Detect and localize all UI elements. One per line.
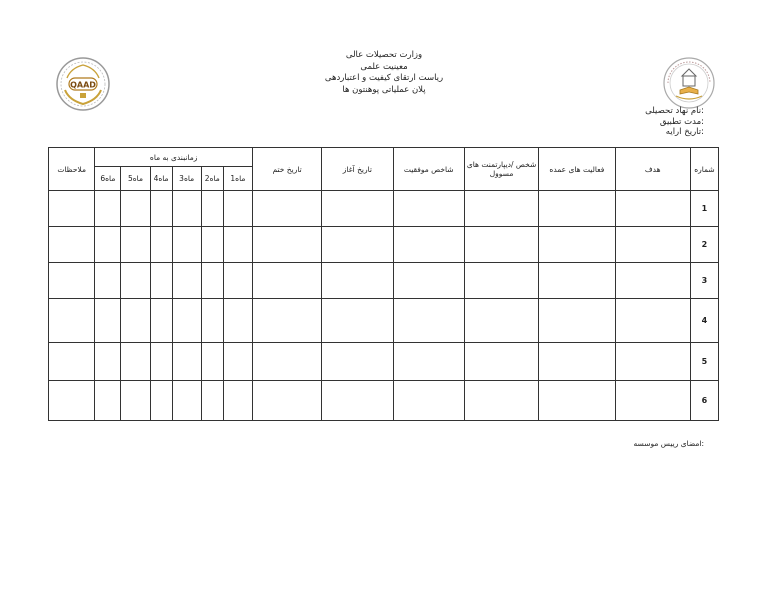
- month-cell: [201, 343, 223, 381]
- month-cell: [95, 263, 121, 299]
- indicator-cell: [393, 343, 464, 381]
- col-month-3: ماه3: [172, 167, 201, 191]
- month-cell: [95, 343, 121, 381]
- goal-cell: [615, 191, 690, 227]
- end-date-cell: [252, 263, 321, 299]
- month-cell: [150, 227, 172, 263]
- end-date-cell: [252, 227, 321, 263]
- row-number: 6: [690, 381, 718, 421]
- goal-cell: [615, 343, 690, 381]
- implementation-period-label: :مدت تطبیق: [659, 116, 704, 127]
- ministry-title: وزارت تحصیلات عالی: [345, 50, 423, 60]
- col-number: شماره: [690, 148, 718, 191]
- table-row: [49, 263, 719, 299]
- month-cell: [121, 191, 150, 227]
- notes-cell: [49, 343, 95, 381]
- col-month-5: ماه5: [121, 167, 150, 191]
- month-cell: [172, 343, 201, 381]
- month-cell: [223, 381, 252, 421]
- goal-cell: [615, 227, 690, 263]
- table-row: [49, 299, 719, 343]
- director-signature-label: :امضای رییس موسسه: [633, 439, 704, 448]
- month-cell: [150, 343, 172, 381]
- month-cell: [121, 227, 150, 263]
- responsible-cell: [464, 263, 538, 299]
- indicator-cell: [393, 299, 464, 343]
- end-date-cell: [252, 381, 321, 421]
- month-cell: [121, 263, 150, 299]
- start-date-cell: [322, 299, 393, 343]
- start-date-cell: [322, 191, 393, 227]
- operational-plan-table: [48, 147, 719, 421]
- month-cell: [150, 263, 172, 299]
- table-row: [49, 191, 719, 227]
- activity-cell: [539, 263, 615, 299]
- col-month-4: ماه4: [150, 167, 172, 191]
- month-cell: [223, 263, 252, 299]
- col-indicator: شاخص موفقیت: [393, 148, 464, 191]
- col-month-6: ماه6: [95, 167, 121, 191]
- indicator-cell: [393, 381, 464, 421]
- month-cell: [201, 263, 223, 299]
- col-schedule: زمانبندی به ماه: [95, 148, 253, 167]
- start-date-cell: [322, 263, 393, 299]
- start-date-cell: [322, 227, 393, 263]
- month-cell: [201, 191, 223, 227]
- col-month-2: ماه2: [201, 167, 223, 191]
- directorate-title: ریاست ارتقای کیفیت و اعتباردهی: [324, 73, 444, 83]
- indicator-cell: [393, 191, 464, 227]
- start-date-cell: [322, 381, 393, 421]
- document-meta: [645, 106, 704, 138]
- month-cell: [95, 191, 121, 227]
- notes-cell: [49, 263, 95, 299]
- row-number: 5: [690, 343, 718, 381]
- start-date-cell: [322, 343, 393, 381]
- month-cell: [172, 263, 201, 299]
- table-row: [49, 381, 719, 421]
- deputy-ministry-title: معینیت علمی: [360, 61, 408, 72]
- indicator-cell: [393, 227, 464, 263]
- row-number: 4: [690, 299, 718, 343]
- month-cell: [223, 227, 252, 263]
- notes-cell: [49, 191, 95, 227]
- activity-cell: [539, 299, 615, 343]
- notes-cell: [49, 227, 95, 263]
- month-cell: [223, 343, 252, 381]
- month-cell: [121, 299, 150, 343]
- month-cell: [172, 191, 201, 227]
- university-seal-icon: [662, 56, 716, 110]
- institution-name-label: :نام نهاد تحصیلی: [645, 106, 704, 116]
- notes-cell: [49, 381, 95, 421]
- month-cell: [223, 191, 252, 227]
- month-cell: [201, 381, 223, 421]
- activity-cell: [539, 191, 615, 227]
- row-number: 3: [690, 263, 718, 299]
- month-cell: [150, 299, 172, 343]
- responsible-cell: [464, 343, 538, 381]
- submission-date-label: :تاریخ ارایه: [665, 127, 704, 137]
- month-cell: [172, 299, 201, 343]
- qaad-logo-icon: [55, 56, 111, 112]
- month-cell: [95, 227, 121, 263]
- table-row: [49, 227, 719, 263]
- activity-cell: [539, 381, 615, 421]
- month-cell: [121, 343, 150, 381]
- notes-cell: [49, 299, 95, 343]
- col-notes: ملاحظات: [49, 148, 95, 191]
- month-cell: [150, 191, 172, 227]
- col-month-1: ماه1: [223, 167, 252, 191]
- month-cell: [172, 381, 201, 421]
- goal-cell: [615, 381, 690, 421]
- responsible-cell: [464, 299, 538, 343]
- end-date-cell: [252, 191, 321, 227]
- month-cell: [121, 381, 150, 421]
- goal-cell: [615, 299, 690, 343]
- row-number: 1: [690, 191, 718, 227]
- col-activities: فعالیت های عمده: [539, 148, 615, 191]
- col-start-date: تاریخ آغاز: [322, 148, 393, 191]
- responsible-cell: [464, 191, 538, 227]
- month-cell: [201, 299, 223, 343]
- col-end-date: تاریخ ختم: [252, 148, 321, 191]
- month-cell: [150, 381, 172, 421]
- activity-cell: [539, 343, 615, 381]
- logo-text: QAAD: [70, 80, 96, 90]
- month-cell: [223, 299, 252, 343]
- end-date-cell: [252, 299, 321, 343]
- indicator-cell: [393, 263, 464, 299]
- responsible-cell: [464, 227, 538, 263]
- responsible-cell: [464, 381, 538, 421]
- month-cell: [201, 227, 223, 263]
- month-cell: [95, 299, 121, 343]
- month-cell: [95, 381, 121, 421]
- goal-cell: [615, 263, 690, 299]
- end-date-cell: [252, 343, 321, 381]
- row-number: 2: [690, 227, 718, 263]
- table-row: [49, 343, 719, 381]
- document-header: [0, 50, 768, 96]
- plan-title: پلان عملیاتی پوهنتون ها: [342, 84, 426, 95]
- activity-cell: [539, 227, 615, 263]
- col-responsible: شخص /دیپارتمنت های مسوول: [464, 148, 538, 191]
- month-cell: [172, 227, 201, 263]
- col-goal: هدف: [615, 148, 690, 191]
